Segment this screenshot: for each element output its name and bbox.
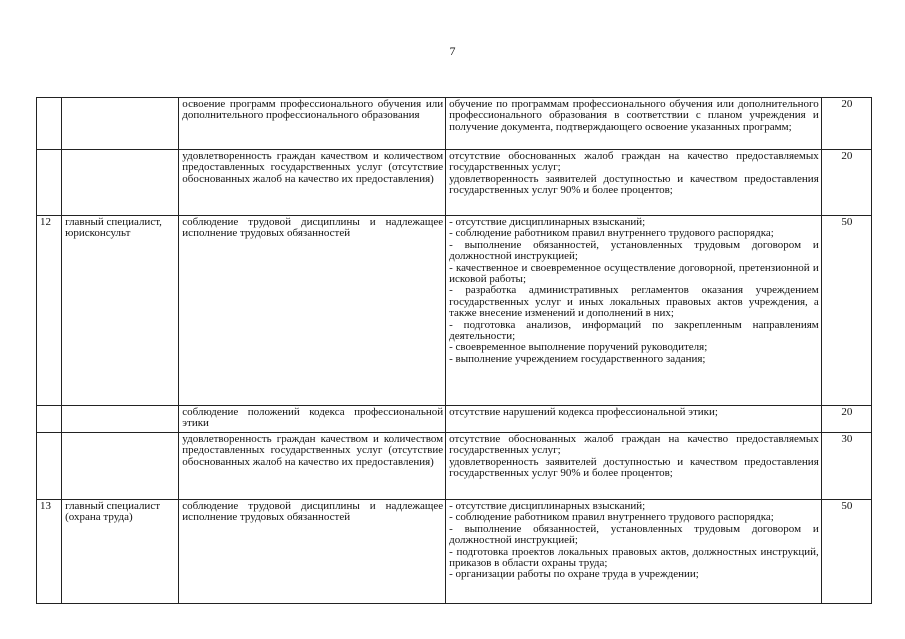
- points-cell: 20: [821, 406, 871, 433]
- indicator-item: отсутствие обоснованных жалоб граждан на качество предоставляемых государственных услуг;: [449, 433, 819, 457]
- points-cell: 50: [821, 216, 871, 406]
- criterion-cell: соблюдение трудовой дисциплины и надлежащее исполнение трудовых обязанностей: [179, 216, 446, 406]
- indicator-item: - выполнение обязанностей, установленных трудовым договором и должностной инструкцией;: [449, 238, 819, 263]
- indicators-cell: [446, 406, 822, 433]
- position-cell: [62, 406, 179, 433]
- points-cell: 50: [821, 500, 871, 604]
- criterion-cell: удовлетворенность граждан качеством и количеством предоставленных государственных услуг (отсутствие обоснованных жалоб на качество их предоставления): [179, 150, 446, 216]
- position-cell: главный специалист (охрана труда): [62, 500, 179, 604]
- criteria-table: [36, 97, 872, 604]
- indicator-item: - организации работы по охране труда в учреждении;: [449, 568, 699, 581]
- indicators-cell: [446, 216, 822, 406]
- table-row: [37, 216, 872, 406]
- indicator-item: - соблюдение работником правил внутреннего трудового распорядка;: [449, 227, 774, 240]
- row-number: [37, 433, 62, 500]
- points-cell: 20: [821, 150, 871, 216]
- indicators-cell: [446, 500, 822, 604]
- table-row: [37, 406, 872, 433]
- row-number: 12: [37, 216, 62, 406]
- indicator-item: отсутствие нарушений кодекса профессиональной этики;: [449, 406, 718, 418]
- row-number: [37, 98, 62, 150]
- indicator-item: - отсутствие дисциплинарных взысканий;: [449, 500, 646, 512]
- indicators-cell: [446, 150, 822, 216]
- indicator-item: обучение по программам профессионального обучения или дополнительного профессионального образования в соответствии с планом учреждения и получение документа, подтверждающего освоение указанных программ;: [449, 98, 819, 133]
- indicator-item: - выполнение учреждением государственного задания;: [449, 352, 706, 365]
- criterion-cell: соблюдение положений кодекса профессиональной этики: [179, 406, 446, 433]
- indicator-item: отсутствие обоснованных жалоб граждан на качество предоставляемых государственных услуг;: [449, 150, 819, 174]
- indicator-item: - подготовка анализов, информаций по закрепленным направлениям деятельности;: [449, 318, 819, 343]
- indicator-item: - разработка административных регламентов оказания учреждением государственных услуг и иных локальных правовых актов учреждения, а также внесение изменений и дополнений в них;: [449, 284, 819, 320]
- indicators-cell: [446, 433, 822, 500]
- position-cell: [62, 98, 179, 150]
- page-number: 7: [449, 44, 456, 58]
- criterion-cell: освоение программ профессионального обучения или дополнительного профессионального образования: [179, 98, 446, 150]
- points-cell: 20: [821, 98, 871, 150]
- position-cell: [62, 150, 179, 216]
- row-number: [37, 406, 62, 433]
- row-number: [37, 150, 62, 216]
- indicator-item: - отсутствие дисциплинарных взысканий;: [449, 216, 646, 228]
- table-row: [37, 500, 872, 604]
- indicator-item: удовлетворенность заявителей доступностью и качеством предоставления государственных услуг 90% и более процентов;: [449, 455, 819, 480]
- indicator-item: удовлетворенность заявителей доступностью и качеством предоставления государственных услуг 90% и более процентов;: [449, 172, 819, 197]
- indicators-cell: [446, 98, 822, 150]
- row-number: 13: [37, 500, 62, 604]
- indicator-item: - выполнение обязанностей, установленных трудовым договором и должностной инструкцией;: [449, 522, 819, 547]
- position-cell: [62, 433, 179, 500]
- position-cell: главный специалист, юрисконсульт: [62, 216, 179, 406]
- criterion-cell: соблюдение трудовой дисциплины и надлежащее исполнение трудовых обязанностей: [179, 500, 446, 604]
- indicator-item: - подготовка проектов локальных правовых актов, должностных инструкций, приказов в области охраны труда;: [449, 545, 819, 570]
- table-row: [37, 150, 872, 216]
- points-cell: 30: [821, 433, 871, 500]
- table-row: [37, 433, 872, 500]
- criterion-cell: удовлетворенность граждан качеством и количеством предоставленных государственных услуг (отсутствие обоснованных жалоб на качество их предоставления): [179, 433, 446, 500]
- indicator-item: - соблюдение работником правил внутреннего трудового распорядка;: [449, 511, 774, 524]
- table-row: [37, 98, 872, 150]
- indicator-item: - качественное и своевременное осуществление договорной, претензионной и исковой работы;: [449, 261, 819, 286]
- indicator-item: - своевременное выполнение поручений руководителя;: [449, 341, 708, 354]
